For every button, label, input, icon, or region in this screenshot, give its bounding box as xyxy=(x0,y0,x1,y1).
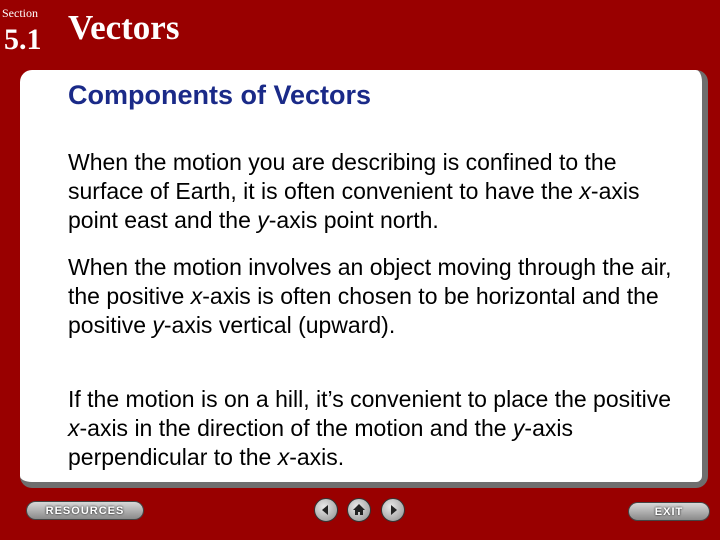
previous-icon xyxy=(315,499,337,521)
previous-button[interactable] xyxy=(314,498,338,522)
next-icon xyxy=(382,499,404,521)
home-icon xyxy=(348,499,370,521)
slide-heading: Components of Vectors xyxy=(68,80,372,110)
exit-button[interactable]: EXIT xyxy=(628,502,710,521)
resources-button[interactable]: RESOURCES xyxy=(26,501,144,520)
next-button[interactable] xyxy=(381,498,405,522)
paragraph-3: If the motion is on a hill, it’s convenient to place the positive x-axis in the direction of the motion and the y-axis perpendicular to the x-axis. xyxy=(68,386,672,470)
paragraph-2: When the motion involves an object moving through the air, the positive x-axis is often chosen to be horizontal and the positive y-axis vertical (upward). xyxy=(68,254,672,338)
section-label: Section xyxy=(2,6,38,20)
section-number: 5.1 xyxy=(4,23,42,56)
paragraph-1: When the motion you are describing is confined to the surface of Earth, it is often convenient to have the x-axis point east and the y-axis point north. xyxy=(68,149,640,233)
home-button[interactable] xyxy=(347,498,371,522)
header-title: Vectors xyxy=(68,8,180,47)
